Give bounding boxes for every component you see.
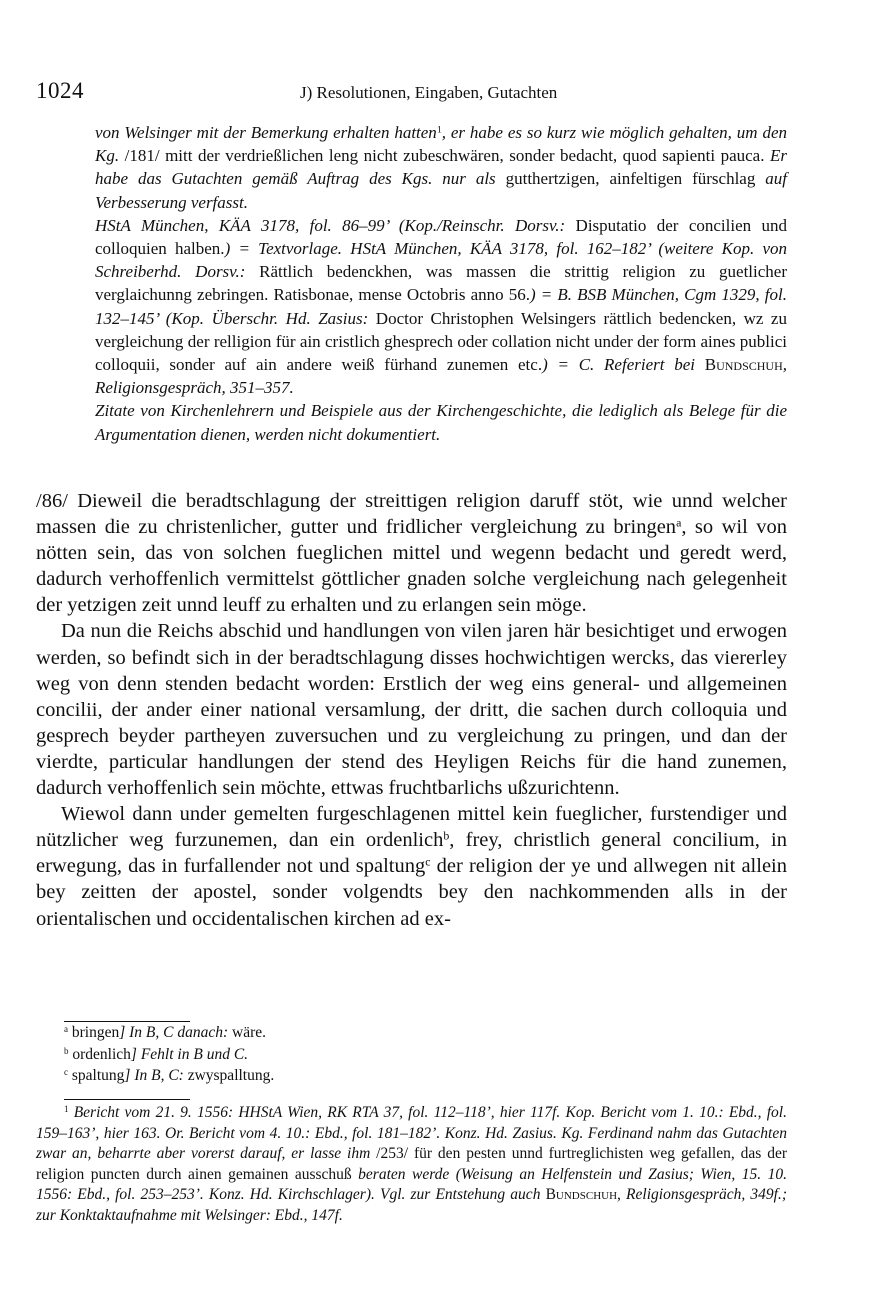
apparatus-comment: ] In B, C: <box>124 1067 184 1085</box>
main-text <box>36 488 787 932</box>
apparatus-lemma: ordenlich <box>68 1045 131 1063</box>
body-paragraph-1 <box>36 488 787 618</box>
body-text: /86/ Dieweil die beradtschlagung der streittigen religion daruff stöt, wie unnd welcher massen die zu christenlicher, gutter und fridlicher vergleichung zu bringen <box>36 490 787 539</box>
source-quote: Doctor Christophen Welsingers rättlich bedencken, wz zu vergleichung der relligion für ain cristlich ghesprech oder collation nicht under der form aines publici colloquii, sonder auf ain andere weiß fürhand zunemen etc. <box>95 308 787 375</box>
source-citation: , Religionsgespräch, 351–357. <box>95 355 787 398</box>
apparatus-reading: wäre. <box>228 1024 267 1041</box>
footnote-divider <box>64 1099 190 1100</box>
footnote-ref-1: 1 <box>436 124 442 136</box>
body-paragraph-2: Da nun die Reichs abschid und handlungen von vilen jaren här besichtiget und erwogen werden, so befindt sich in der beradtschlagung disses hochwichtigen wercks, das viererley weg von denn stenden bedacht worden: Erstlich der weg eins general- und allgemeinen concilii, der ander einer national versamlung, der dritt, die sachen durch colloquia und gesprech beyder partheyen zuversuchen und zu vergleichung zu pringen, und dan der vierdte, particular handlungen der stend des Heyligen Reichs für die hand zunemen, dadurch verhoffenlich sein möchte, ettwas fruchtbarlichs ußzurichtenn. <box>36 620 787 800</box>
source-citation: HStA München, KÄA 3178, fol. 86–99’ (Kop./Reinschr. Dorsv.: <box>95 215 566 235</box>
footnote-mark: 1 <box>64 1104 69 1115</box>
head-note-text: Er habe das Gutachten gemäß Auftrag des Kgs. nur als <box>95 146 787 189</box>
footnotes <box>36 1103 787 1227</box>
footnote-text: beraten werde (Weisung an Helfenstein und Zasius; Wien, 15. 10. 1556: Ebd., fol. 253–253’. Konz. Hd. Kirchschlager). Vgl. zur Entstehung auch <box>36 1165 787 1204</box>
apparatus-reading: zwyspalltung. <box>183 1067 275 1085</box>
head-note-paragraph-summary <box>95 121 787 214</box>
source-quote: Rättlich bedenckhen, was massen die strittig religion zu guetlicher verglaichunng zebringen. Ratisbonae, mense Octobris anno 56. <box>95 262 787 305</box>
body-paragraph-3 <box>36 801 787 931</box>
apparatus-mark: b <box>64 1045 69 1056</box>
critical-apparatus <box>64 1022 787 1087</box>
footnote-text: Bericht vom 21. 9. 1556: HHStA Wien, RK RTA 37, fol. 112–118’, hier 117f. Kop. Bericht vom 1. 10.: Ebd., fol. 159–163’, hier 163. Or. Bericht vom 4. 10.: Ebd., fol. 181–182’. Konz. Hd. Zasius. Kg. Ferdinand nahm das Gutachten zwar an, beharrte aber vorerst darauf, er lasse ihm <box>36 1104 787 1163</box>
source-citation: ) = B. BSB München, Cgm 1329, fol. 132–145’ (Kop. Überschr. Hd. Zasius: <box>95 285 787 328</box>
apparatus-comment: ] In B, C danach: <box>119 1024 229 1041</box>
head-note-paragraph-editorial <box>95 399 787 445</box>
head-note-text: , er habe es so kurz wie möglich gehalten, um den Kg. <box>95 123 787 166</box>
apparatus-note <box>64 1065 787 1087</box>
apparatus-note <box>64 1022 787 1044</box>
apparatus-comment: ] Fehlt in B und C. <box>130 1045 249 1063</box>
editorial-remark: Zitate von Kirchenlehrern und Beispiele aus der Kirchengeschichte, die lediglich als Belege für die Argumentation dienen, werden nicht dokumentiert. <box>95 401 787 444</box>
page-number: 1024 <box>36 78 84 103</box>
head-note-text: auf Verbesserung verfasst. <box>95 169 787 212</box>
running-title: J) Resolutionen, Eingaben, Gutachten <box>300 83 558 102</box>
source-citation: ) = C. Referiert bei <box>542 355 705 375</box>
document-head-note <box>95 121 787 446</box>
apparatus-lemma: spaltung <box>68 1067 125 1085</box>
apparatus-ref-c: c <box>425 854 431 869</box>
body-text: , frey, christlich general concilium, in erwegung, das in furfallender not und spaltung <box>36 829 787 878</box>
head-note-quote: /181/ mitt der verdrießlichen leng nicht zubeschwären, sonder bedacht, quod sapienti pauca. <box>119 146 770 166</box>
apparatus-ref-a: a <box>676 515 682 530</box>
apparatus-note <box>64 1044 787 1066</box>
author-name: Bundschuh <box>545 1186 618 1204</box>
head-note-quote: gutthertzigen, ainfeltigen fürschlag <box>495 169 766 189</box>
source-quote: Disputatio der concilien und colloquien halben. <box>95 215 787 259</box>
author-name: Bundschuh <box>704 355 783 375</box>
page-header <box>36 78 855 108</box>
head-note-text: von Welsinger mit der Bemerkung erhalten hatten <box>95 123 437 142</box>
body-text: Wiewol dann under gemelten furgeschlagenen mittel kein fueglicher, furstendiger und nützlicher weg furzunemen, dan ein ordenlich <box>36 803 787 852</box>
body-text: der religion der ye und allwegen nit allein bey zeitten der apostel, sonder volgendts bey den nachkommenden alls in der orientalischen und occidentalischen kirchen ad ex- <box>36 855 787 930</box>
apparatus-ref-b: b <box>443 828 450 843</box>
footnote-text: , Religionsgespräch, 349f.; zur Konktaktaufnahme mit Welsinger: Ebd., 147f. <box>36 1186 788 1224</box>
head-note-paragraph-sources <box>95 214 787 400</box>
apparatus-mark: c <box>64 1067 68 1078</box>
body-text: , so wil von nötten sein, das von solchen fueglichen mittel und wegenn bedacht und geredt werd, dadurch verhoffenlich vermittelst göttlicher gnaden solche vergleichung nach gelegenheit der yetzigen zeit unnd leuff zu erhalten und zu erlangen sein möge. <box>36 516 787 617</box>
footnote-1 <box>36 1103 787 1227</box>
apparatus-lemma: bringen <box>68 1024 120 1041</box>
source-citation: ) = Textvorlage. HStA München, KÄA 3178, fol. 162–182’ (weitere Kop. von Schreiberhd. Dorsv.: <box>95 239 787 282</box>
apparatus-mark: a <box>64 1024 68 1035</box>
footnote-quote: /253/ für den pesten unnd furtreglichisten weg gefallen, das der religion puncten durch ainen gemainen ausschuß <box>36 1145 788 1183</box>
